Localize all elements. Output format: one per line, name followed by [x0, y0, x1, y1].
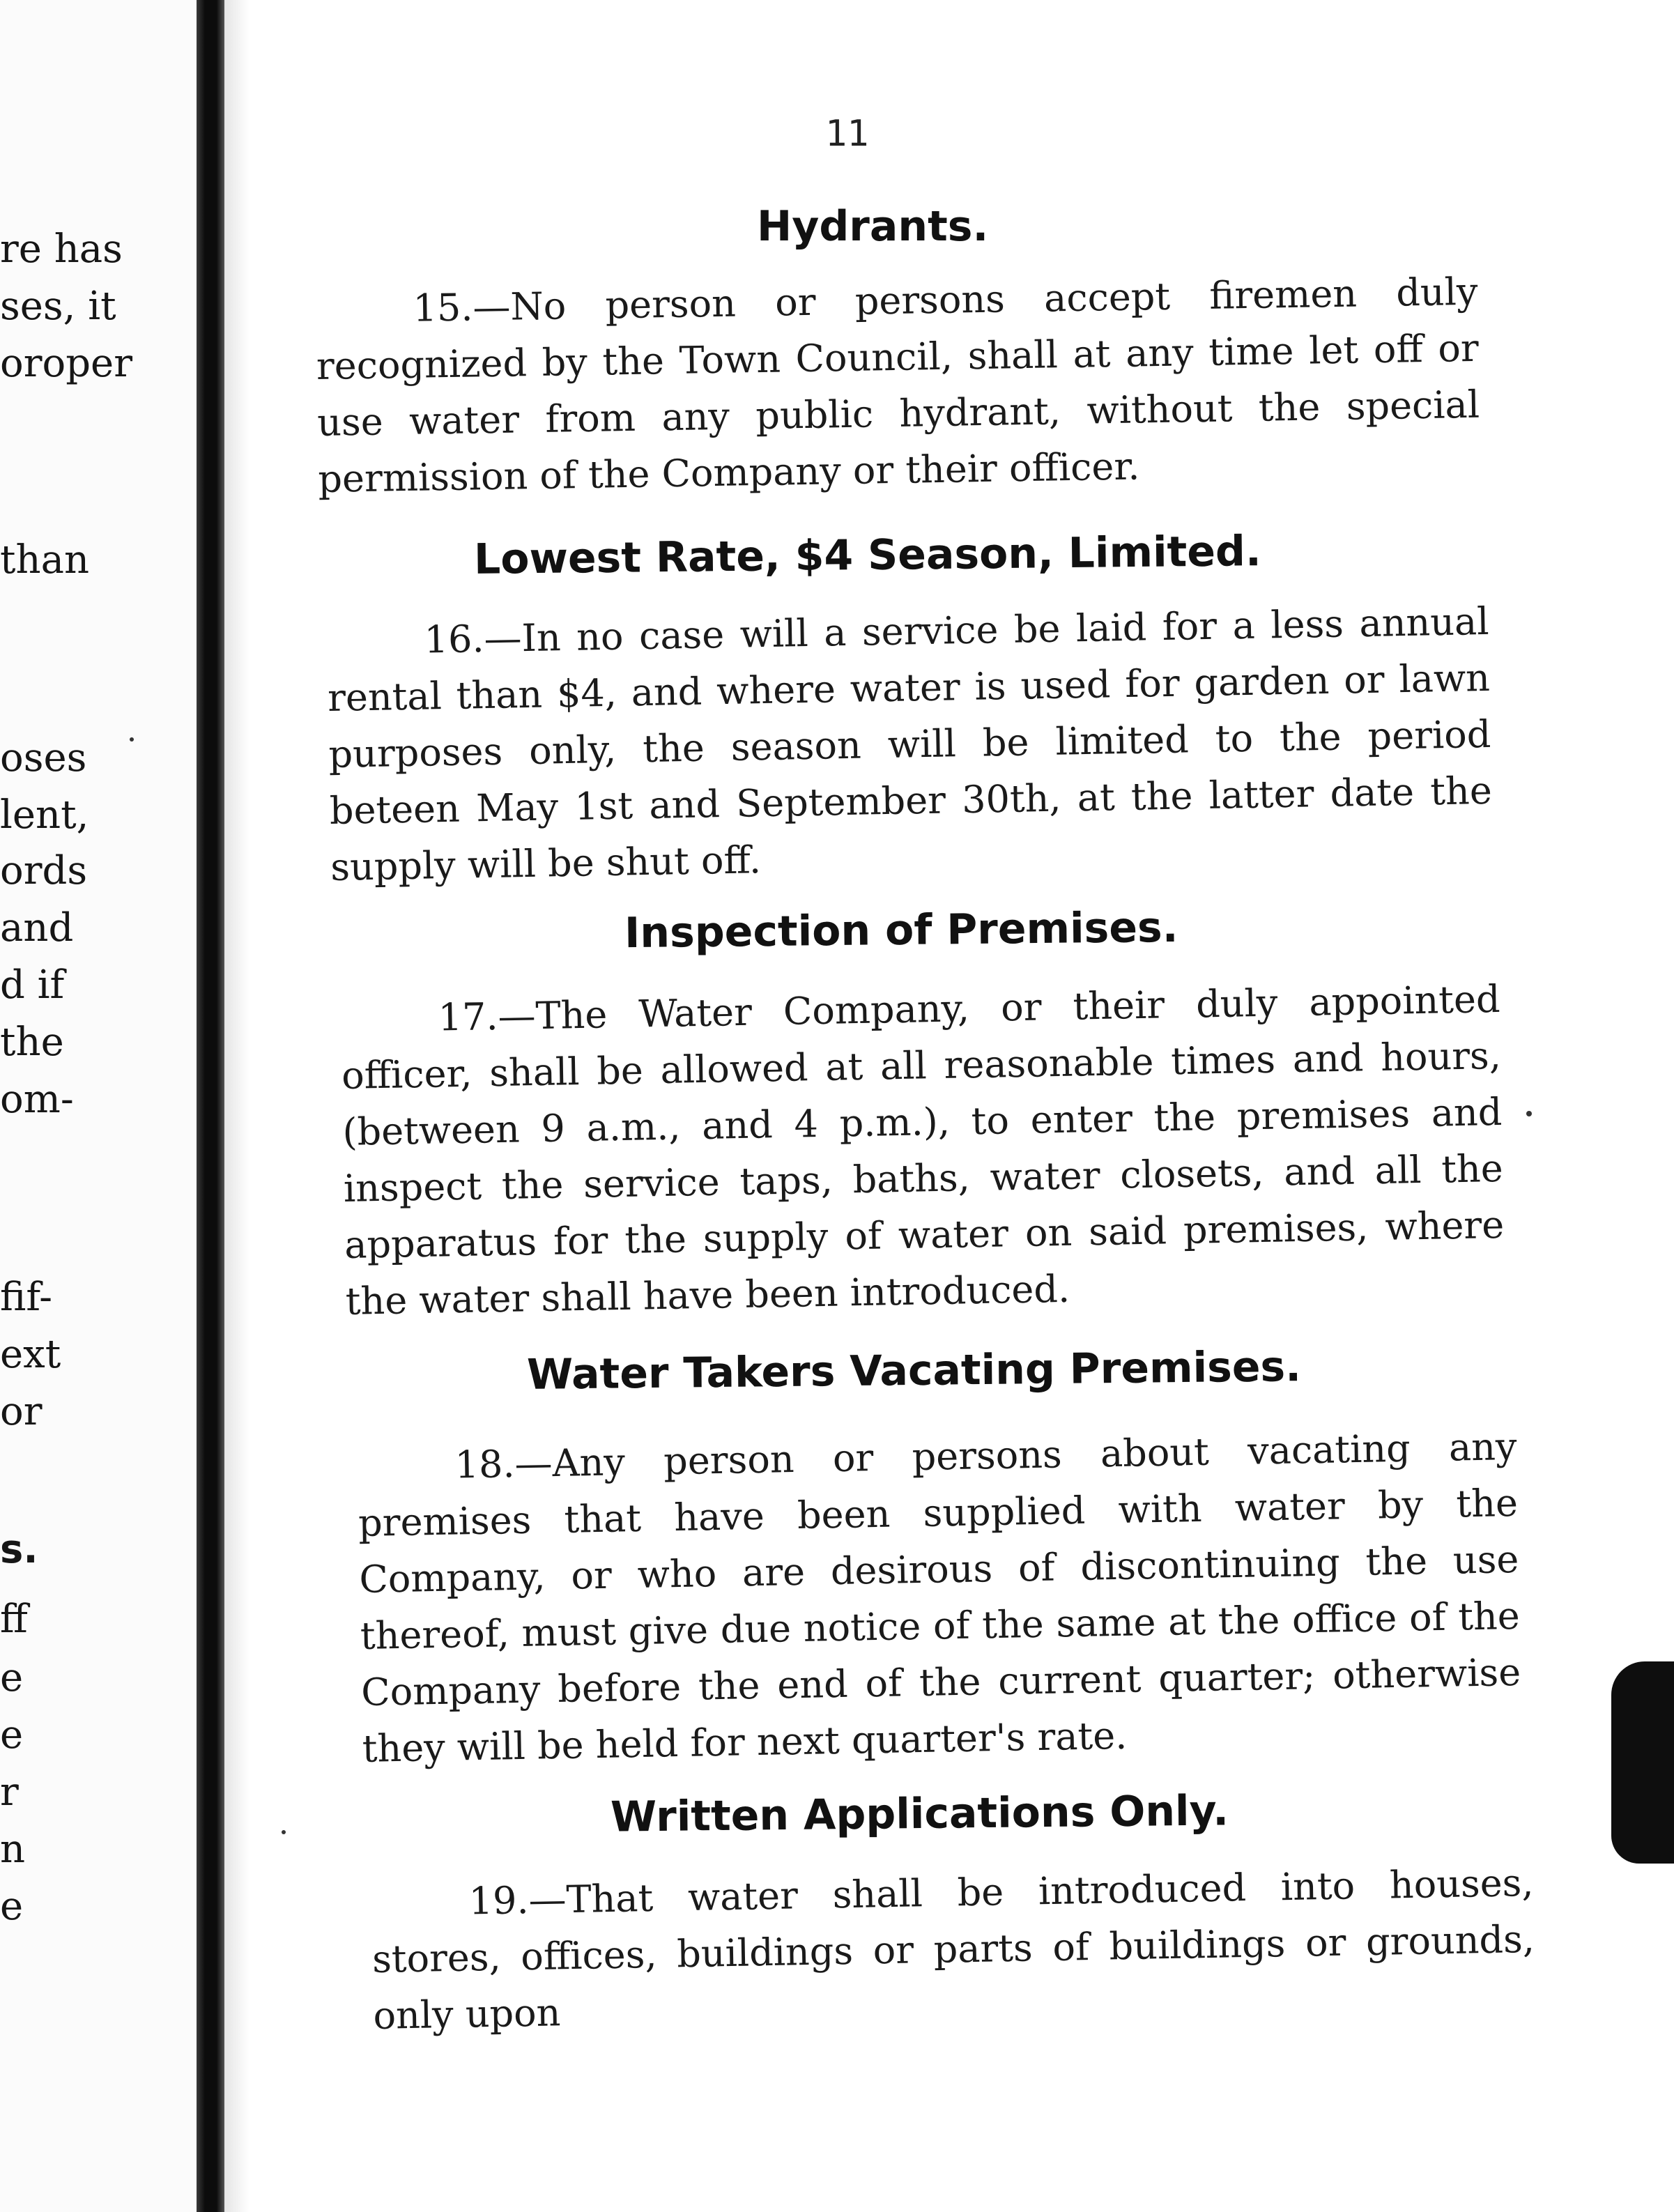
left-fragment: e — [0, 1884, 24, 1929]
section-number: 17. — [438, 994, 499, 1040]
left-fragment: om- — [0, 1077, 74, 1122]
section-number: 15. — [413, 285, 473, 330]
section-paragraph-17 — [340, 971, 1505, 1330]
section-heading-inspection: Inspection of Premises. — [624, 903, 1178, 958]
left-fragment: n — [0, 1827, 26, 1872]
left-fragment: ff — [0, 1597, 28, 1642]
left-fragment: or — [0, 1389, 43, 1434]
left-fragment: fif- — [0, 1275, 53, 1320]
left-fragment: than — [0, 537, 90, 583]
section-body: —In no case will a service be laid for a less annual rental than $4, and where water is used for garden or lawn purposes only, the season will be limited to the period beteen May 1st and September 30th, at the latter date the supply will be shut off. — [327, 599, 1493, 889]
section-paragraph-19 — [371, 1854, 1536, 2044]
section-body: —No person or persons accept firemen duly recognized by the Town Council, shall at any time let off or use water from any public hydrant, without the special permission of the Company or their officer. — [316, 269, 1480, 501]
left-page-edge — [0, 0, 197, 2212]
left-fragment: ext — [0, 1332, 61, 1377]
gutter-shadow — [224, 0, 249, 2212]
left-fragment: e — [0, 1712, 24, 1758]
section-paragraph-16 — [326, 593, 1493, 896]
section-body: —Any person or persons about vacating any premises that have been supplied with water by the Company, or who are desirous of discontinuing the use thereof, must give due notice of the same at the office of the Company before the end of the current quarter; otherwise they will be held for next quarter's rate. — [358, 1424, 1521, 1771]
section-heading-vacating: Water Takers Vacating Premises. — [526, 1342, 1302, 1399]
left-fragment: lent, — [0, 792, 89, 838]
section-heading-hydrants: Hydrants. — [757, 202, 989, 251]
ink-speck — [130, 737, 134, 742]
left-fragment: and — [0, 905, 74, 951]
left-fragment: s. — [0, 1527, 38, 1572]
section-number: 18. — [454, 1442, 516, 1487]
left-fragment: ses, it — [0, 284, 116, 329]
page-number: 11 — [825, 113, 869, 155]
section-paragraph-18 — [357, 1418, 1522, 1777]
section-paragraph-15 — [315, 263, 1481, 507]
section-body: —The Water Company, or their duly appointed officer, shall be allowed at all reasonable times and hours, (between 9 a.m., and 4 p.m.), to enter the premises and inspect the service taps, baths, water closets, and all the apparatus for the supply of water on said premises, where the water shall have been introduced. — [341, 976, 1505, 1323]
ink-speck — [1526, 1111, 1532, 1116]
left-fragment: the — [0, 1020, 64, 1065]
section-heading-written-applications: Written Applications Only. — [610, 1786, 1229, 1842]
book-gutter — [197, 0, 224, 2212]
section-number: 19. — [468, 1878, 530, 1923]
left-fragment: re has — [0, 226, 123, 272]
ink-blot — [1611, 1661, 1674, 1864]
left-fragment: ords — [0, 848, 88, 893]
left-fragment: e — [0, 1655, 24, 1700]
ink-speck — [282, 1830, 286, 1834]
section-body: —That water shall be introduced into houses, stores, offices, buildings or parts of buildings or grounds, only upon — [371, 1860, 1535, 2038]
left-fragment: d if — [0, 962, 65, 1008]
left-fragment: oroper — [0, 341, 132, 386]
section-number: 16. — [424, 617, 485, 662]
left-fragment: r — [0, 1769, 19, 1815]
left-fragment: oses — [0, 735, 87, 781]
section-heading-lowest-rate: Lowest Rate, $4 Season, Limited. — [473, 527, 1262, 584]
